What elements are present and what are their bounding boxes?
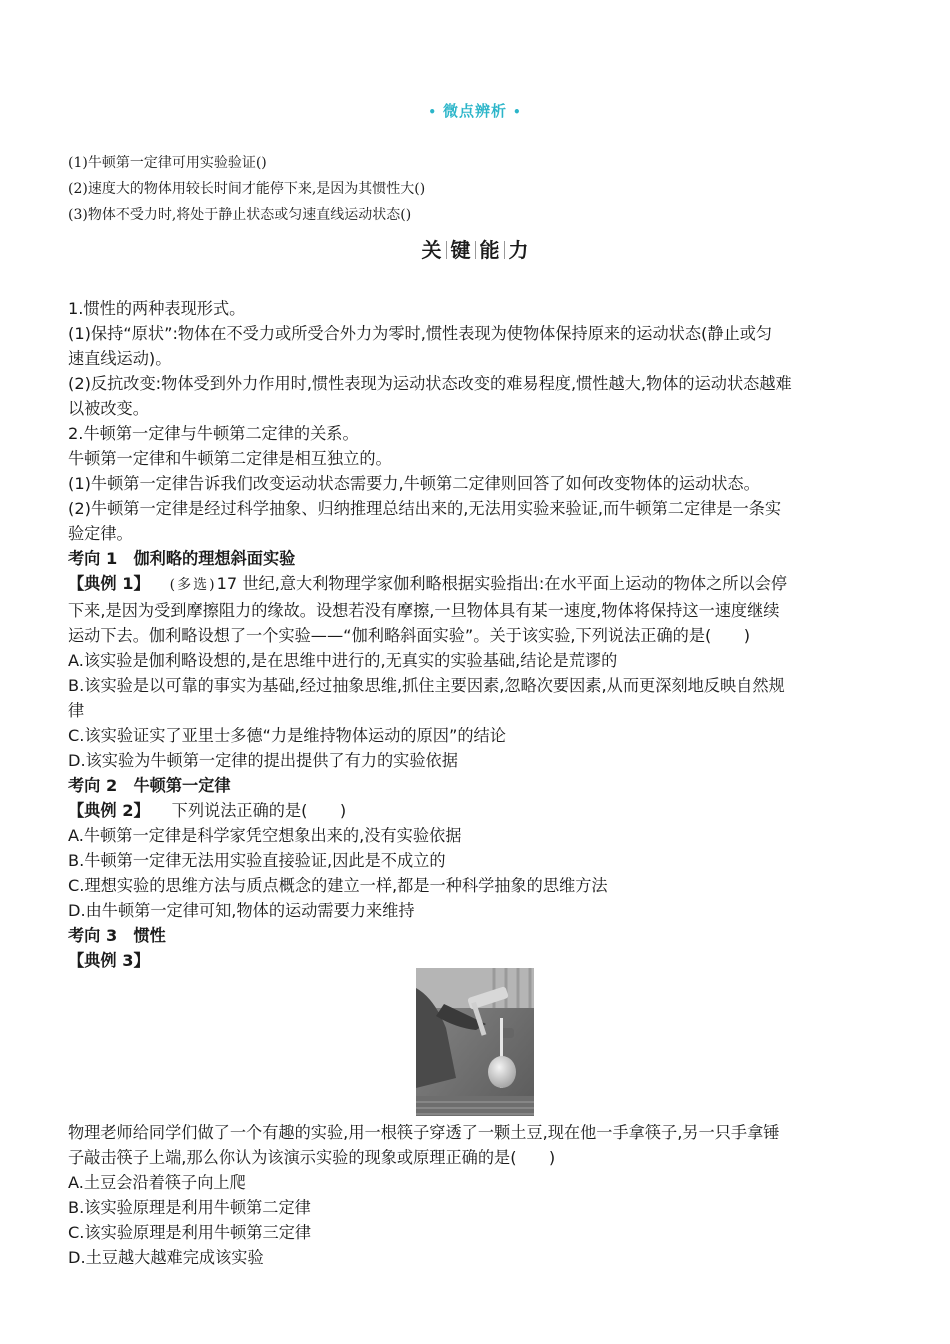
key-ability-content bbox=[68, 296, 888, 973]
photo-hammer-chopstick-potato bbox=[416, 968, 534, 1116]
item1-p2-line2: 以被改变。 bbox=[68, 399, 149, 418]
item2-p2-line1: (2)牛顿第一定律是经过科学抽象、归纳推理总结出来的,无法用实验来验证,而牛顿第二定律是一条实 bbox=[68, 499, 782, 518]
item1-p2-line1: (2)反抗改变:物体受到外力作用时,惯性表现为运动状态改变的难易程度,惯性越大,物体的运动状态越难 bbox=[68, 374, 792, 393]
example2-option-a: A.牛顿第一定律是科学家凭空想象出来的,没有实验依据 bbox=[68, 826, 462, 845]
section-title-key-ability bbox=[0, 234, 950, 263]
example3-stem-line1: 物理老师给同学们做了一个有趣的实验,用一根筷子穿透了一颗土豆,现在他一手拿筷子,另一只手拿锤 bbox=[68, 1123, 780, 1142]
title-separator bbox=[475, 241, 476, 259]
title-separator bbox=[446, 241, 447, 259]
k1-heading: 考向 1 伽利略的理想斜面实验 bbox=[68, 549, 296, 568]
example2-option-c: C.理想实验的思维方法与质点概念的建立一样,都是一种科学抽象的思维方法 bbox=[68, 876, 608, 895]
title-char-2: 键 bbox=[450, 238, 471, 262]
item2-p2-line2: 验定律。 bbox=[68, 524, 133, 543]
item1-p1-line2: 速直线运动)。 bbox=[68, 349, 172, 368]
example1-line1 bbox=[68, 571, 888, 598]
judgment-point-3: (3)物体不受力时,将处于静止状态或匀速直线运动状态() bbox=[68, 207, 412, 223]
example2-option-b: B.牛顿第一定律无法用实验直接验证,因此是不成立的 bbox=[68, 851, 446, 870]
example3-option-d: D.土豆越大越难完成该实验 bbox=[68, 1248, 264, 1267]
judgment-point-2: (2)速度大的物体用较长时间才能停下来,是因为其惯性大() bbox=[68, 181, 426, 197]
example3-label: 【典例 3】 bbox=[68, 951, 150, 970]
example3-option-c: C.该实验原理是利用牛顿第三定律 bbox=[68, 1223, 312, 1242]
example2-line1 bbox=[68, 798, 888, 823]
example2-label: 【典例 2】 bbox=[68, 801, 150, 820]
potato-chopstick-photo bbox=[416, 968, 534, 1116]
example1-option-b-line1: B.该实验是以可靠的事实为基础,经过抽象思维,抓住主要因素,忽略次要因素,从而更深刻地反映自然规 bbox=[68, 676, 785, 695]
example3-option-b: B.该实验原理是利用牛顿第二定律 bbox=[68, 1198, 311, 1217]
judgment-point-list bbox=[68, 150, 888, 228]
item2-intro: 牛顿第一定律和牛顿第二定律是相互独立的。 bbox=[68, 449, 392, 468]
example1-option-c: C.该实验证实了亚里士多德“力是维持物体运动的原因”的结论 bbox=[68, 726, 506, 745]
example3-stem-line2: 子敲击筷子上端,那么你认为该演示实验的现象或原理正确的是( ) bbox=[68, 1148, 556, 1167]
example1-option-a: A.该实验是伽利略设想的,是在思维中进行的,无真实的实验基础,结论是荒谬的 bbox=[68, 651, 618, 670]
title-char-3: 能 bbox=[479, 238, 500, 262]
section-header-weidian bbox=[0, 100, 950, 121]
example1-line2: 下来,是因为受到摩擦阻力的缘故。设想若没有摩擦,一旦物体具有某一速度,物体将保持这一速度继续 bbox=[68, 601, 780, 620]
example1-line3: 运动下去。伽利略设想了一个实验——“伽利略斜面实验”。关于该实验,下列说法正确的是( ) bbox=[68, 626, 751, 645]
k3-heading: 考向 3 惯性 bbox=[68, 926, 166, 945]
example1-multi-tag: (多选) bbox=[169, 577, 217, 593]
example3-option-a: A.土豆会沿着筷子向上爬 bbox=[68, 1173, 246, 1192]
item1-p1-line1: (1)保持“原状”:物体在不受力或所受合外力为零时,惯性表现为使物体保持原来的运动状态(静止或匀 bbox=[68, 324, 773, 343]
example1-text-line1: 17 世纪,意大利物理学家伽利略根据实验指出:在水平面上运动的物体之所以会停 bbox=[216, 574, 788, 593]
title-char-1: 关 bbox=[421, 238, 442, 262]
example2-text: 下列说法正确的是( ) bbox=[171, 801, 347, 820]
bullet-dot-right: • bbox=[513, 105, 522, 119]
item2-heading: 2.牛顿第一定律与牛顿第二定律的关系。 bbox=[68, 424, 359, 443]
bullet-dot-left: • bbox=[428, 105, 437, 119]
judgment-point-1: (1)牛顿第一定律可用实验验证() bbox=[68, 155, 267, 171]
example2-option-d: D.由牛顿第一定律可知,物体的运动需要力来维持 bbox=[68, 901, 415, 920]
example1-option-b-line2: 律 bbox=[68, 701, 85, 720]
title-char-4: 力 bbox=[508, 238, 529, 262]
example1-label: 【典例 1】 bbox=[68, 574, 150, 593]
section-header-text: 微点辨析 bbox=[442, 102, 507, 120]
item1-heading: 1.惯性的两种表现形式。 bbox=[68, 299, 246, 318]
k2-heading: 考向 2 牛顿第一定律 bbox=[68, 776, 231, 795]
example3-content bbox=[68, 1120, 888, 1270]
example1-option-d: D.该实验为牛顿第一定律的提出提供了有力的实验依据 bbox=[68, 751, 458, 770]
title-separator bbox=[504, 241, 505, 259]
item2-p1: (1)牛顿第一定律告诉我们改变运动状态需要力,牛顿第二定律则回答了如何改变物体的运动状态。 bbox=[68, 474, 760, 493]
